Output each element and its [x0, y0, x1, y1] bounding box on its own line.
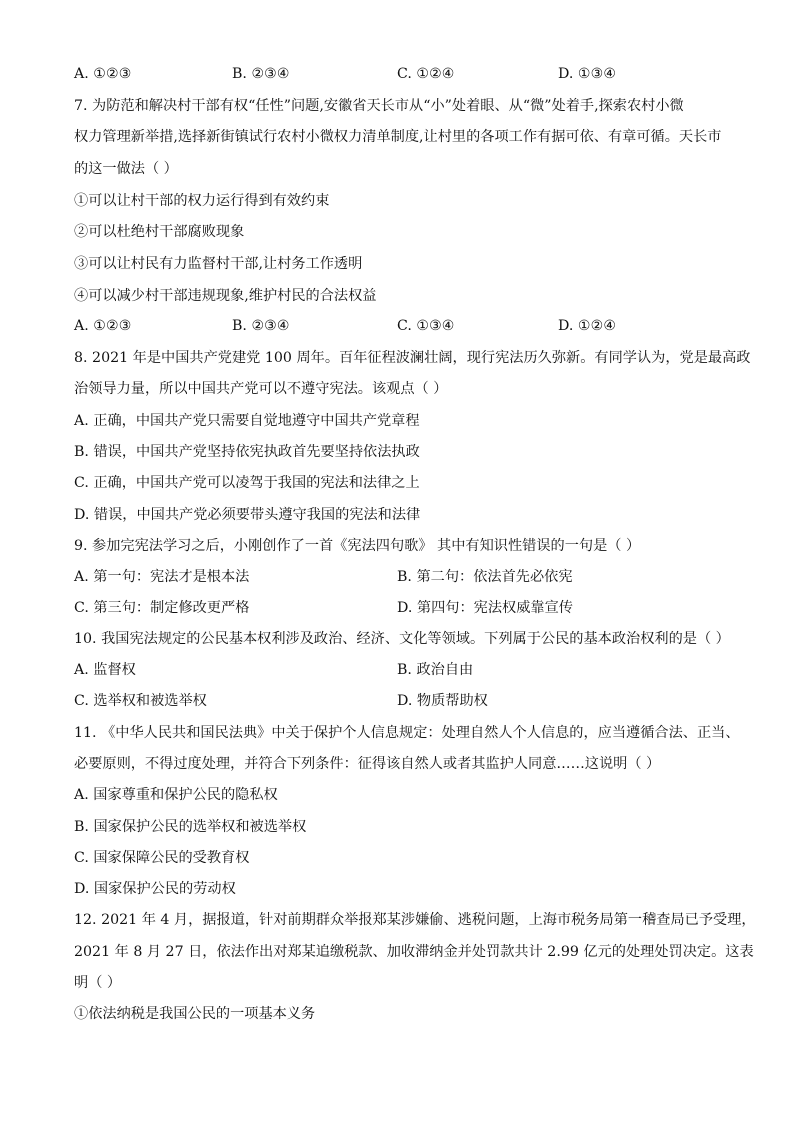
q11-option-a: A. 国家尊重和保护公民的隐私权 — [74, 787, 278, 803]
q11-option-d: D. 国家保护公民的劳动权 — [74, 881, 236, 897]
q7-option-b: B. ②③④ — [232, 318, 290, 334]
q12-statement-1: ①依法纳税是我国公民的一项基本义务 — [74, 1006, 316, 1022]
q8-option-c: C. 正确，中国共产党可以凌驾于我国的宪法和法律之上 — [74, 475, 420, 491]
q11-stem-line-2: 必要原则，不得过度处理，并符合下列条件：征得该自然人或者其监护人同意……这说明（ ） — [74, 756, 661, 772]
q6-option-b: B. ②③④ — [232, 66, 290, 82]
q7-statement-4: ④可以减少村干部违规现象,维护村民的合法权益 — [74, 288, 377, 304]
q7-statement-3: ③可以让村民有力监督村干部,让村务工作透明 — [74, 256, 363, 272]
q8-stem-line-1: 8. 2021 年是中国共产党建党 100 周年。百年征程波澜壮阔，现行宪法历久弥新。有同学认为，党是最高政 — [74, 350, 751, 366]
q9-option-d: D. 第四句：宪法权威靠宣传 — [397, 600, 573, 616]
q7-stem-line-3: 的这一做法（ ） — [74, 161, 178, 177]
q6-option-d: D. ①③④ — [558, 66, 617, 82]
q10-option-b: B. 政治自由 — [397, 662, 474, 678]
q7-statement-1: ①可以让村干部的权力运行得到有效约束 — [74, 193, 330, 209]
q7-statement-2: ②可以杜绝村干部腐败现象 — [74, 224, 245, 240]
q9-option-b: B. 第二句：依法首先必依宪 — [397, 569, 573, 585]
q6-option-c: C. ①②④ — [397, 66, 455, 82]
q11-stem-line-1: 11. 《中华人民共和国民法典》中关于保护个人信息规定：处理自然人个人信息的，应当遵循合法、正当、 — [74, 725, 740, 741]
q10-option-a: A. 监督权 — [74, 662, 136, 678]
q10-stem: 10. 我国宪法规定的公民基本权利涉及政治、经济、文化等领域。下列属于公民的基本政治权利的是（ ） — [74, 631, 730, 647]
q10-option-d: D. 物质帮助权 — [397, 693, 488, 709]
q8-option-a: A. 正确，中国共产党只需要自觉地遵守中国共产党章程 — [74, 413, 420, 429]
q12-stem-line-3: 明（ ） — [74, 975, 122, 991]
q9-stem: 9. 参加完宪法学习之后，小刚创作了一首《宪法四句歌》 其中有知识性错误的一句是（ ） — [74, 538, 641, 554]
q11-option-b: B. 国家保护公民的选举权和被选举权 — [74, 819, 307, 835]
q12-stem-line-2: 2021 年 8 月 27 日，依法作出对郑某追缴税款、加收滞纳金并处罚款共计 2.99 亿元的处理处罚决定。这表 — [74, 944, 754, 960]
q7-option-a: A. ①②③ — [74, 318, 132, 334]
q6-option-a: A. ①②③ — [74, 66, 132, 82]
q9-option-c: C. 第三句：制定修改更严格 — [74, 600, 250, 616]
q11-option-c: C. 国家保障公民的受教育权 — [74, 850, 250, 866]
q8-stem-line-2: 治领导力量，所以中国共产党可以不遵守宪法。该观点（ ） — [74, 381, 448, 397]
q9-option-a: A. 第一句：宪法才是根本法 — [74, 569, 250, 585]
q8-option-d: D. 错误，中国共产党必须要带头遵守我国的宪法和法律 — [74, 507, 421, 523]
q7-option-c: C. ①③④ — [397, 318, 455, 334]
q7-stem-line-2: 权力管理新举措,选择新街镇试行农村小微权力清单制度,让村里的各项工作有据可依、有章可循。天长市 — [74, 129, 722, 145]
q7-stem-line-1: 7. 为防范和解决村干部有权“任性”问题,安徽省天长市从“小”处着眼、从“微”处着手,探索农村小微 — [74, 98, 684, 114]
q8-option-b: B. 错误，中国共产党坚持依宪执政首先要坚持依法执政 — [74, 444, 420, 460]
q12-stem-line-1: 12. 2021 年 4 月，据报道，针对前期群众举报郑某涉嫌偷、逃税问题，上海市税务局第一稽查局已予受理， — [74, 912, 756, 928]
q7-option-d: D. ①②④ — [558, 318, 617, 334]
q10-option-c: C. 选举权和被选举权 — [74, 693, 207, 709]
